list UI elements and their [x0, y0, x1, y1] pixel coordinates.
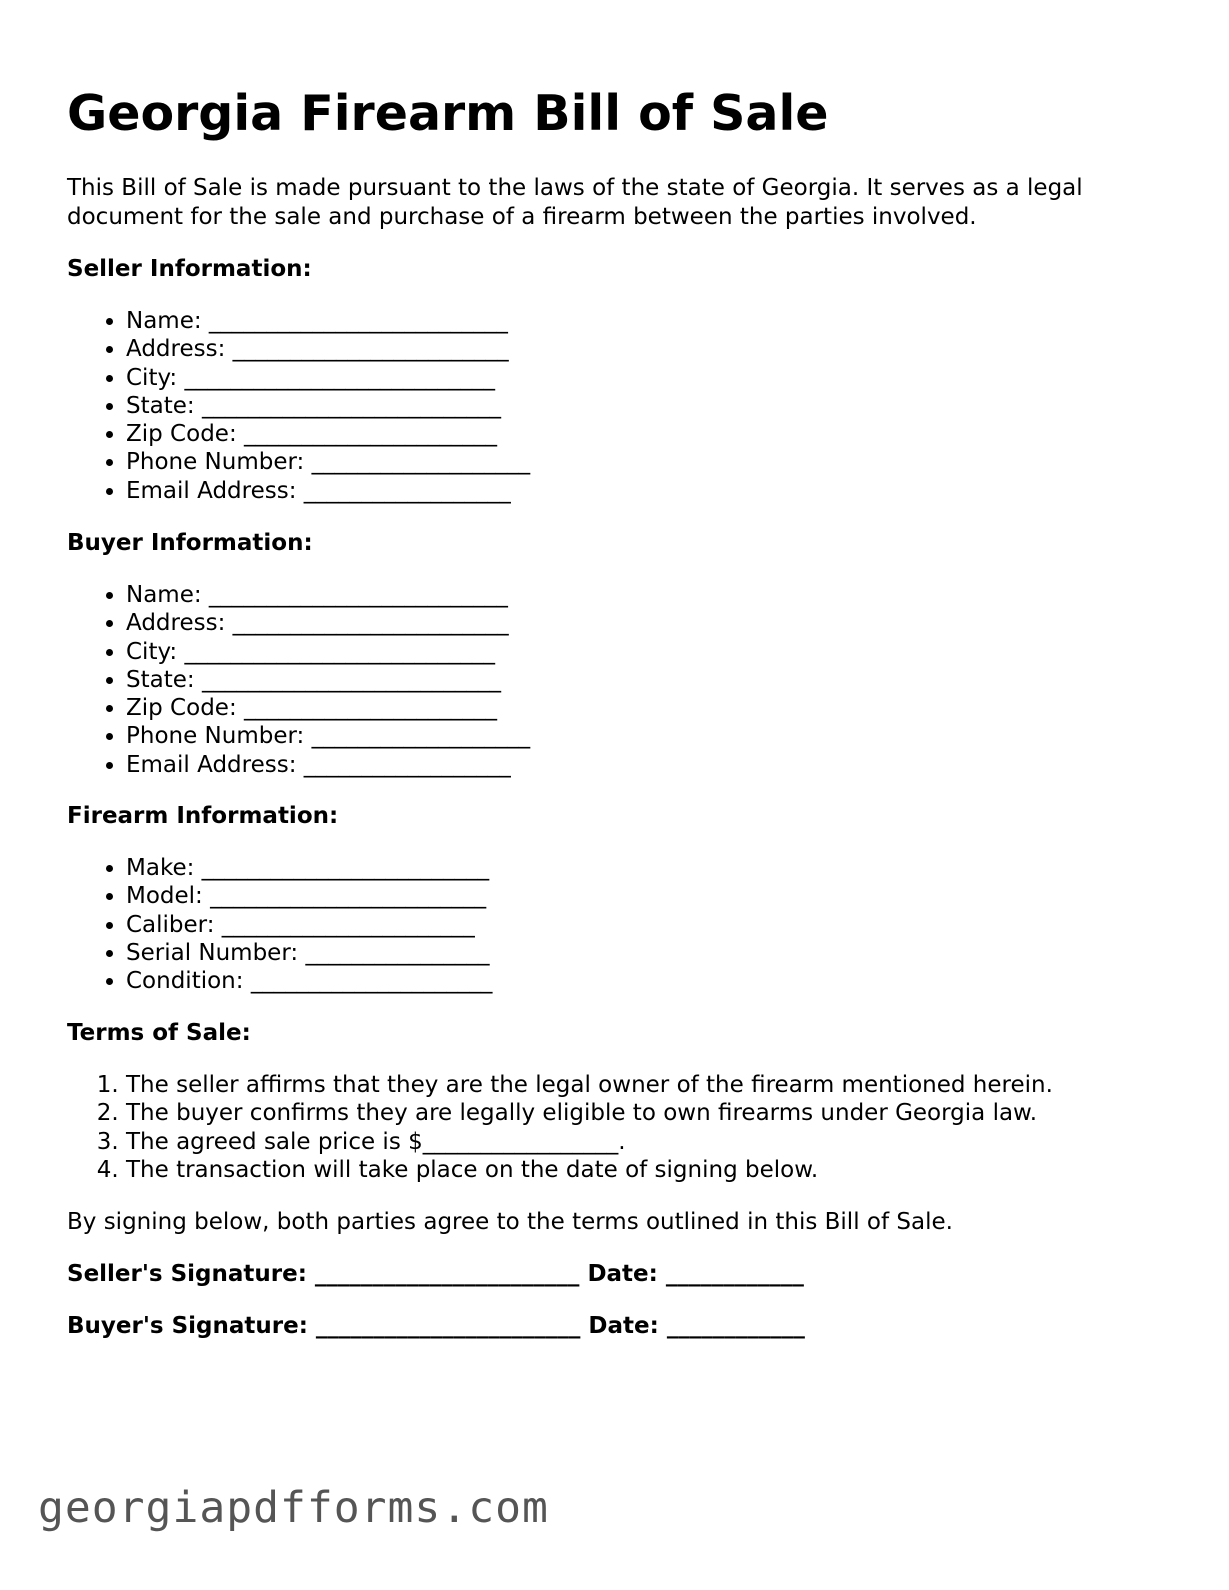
site-watermark: georgiapdfforms.com [38, 1483, 549, 1533]
buyer-address-field: • Address: ________________________ [126, 609, 530, 637]
buyer-info-list [67, 581, 530, 779]
seller-state-field: • State: __________________________ [126, 392, 530, 420]
seller-address-field: • Address: ________________________ [126, 335, 530, 363]
firearm-make-field: • Make: _________________________ [126, 854, 492, 882]
buyer-email-field: • Email Address: __________________ [126, 751, 530, 779]
buyer-info-heading: Buyer Information: [67, 530, 313, 556]
buyer-name-field: • Name: __________________________ [126, 581, 530, 609]
intro-paragraph: This Bill of Sale is made pursuant to the laws of the state of Georgia. It serves as a legal document for the sale and purchase of a firearm between the parties involved. [67, 175, 1083, 230]
term-item: 4. The transaction will take place on the date of signing below. [126, 1156, 1053, 1184]
seller-info-list [67, 307, 530, 505]
term-item: 1. The seller affirms that they are the legal owner of the firearm mentioned herein. [126, 1071, 1053, 1099]
seller-city-field: • City: ___________________________ [126, 364, 530, 392]
seller-email-field: • Email Address: __________________ [126, 477, 530, 505]
firearm-info-heading: Firearm Information: [67, 803, 339, 829]
buyer-phone-field: • Phone Number: ___________________ [126, 722, 530, 750]
terms-heading: Terms of Sale: [67, 1020, 251, 1046]
firearm-caliber-field: • Caliber: ______________________ [126, 911, 492, 939]
seller-signature-line: Seller's Signature: _______________________ Date: ____________ [67, 1261, 804, 1287]
seller-info-heading: Seller Information: [67, 256, 312, 282]
seller-zip-field: • Zip Code: ______________________ [126, 420, 530, 448]
seller-name-field: • Name: __________________________ [126, 307, 530, 335]
buyer-city-field: • City: ___________________________ [126, 638, 530, 666]
seller-phone-field: • Phone Number: ___________________ [126, 448, 530, 476]
firearm-model-field: • Model: ________________________ [126, 882, 492, 910]
terms-list [67, 1071, 1053, 1184]
buyer-signature-line: Buyer's Signature: _______________________ Date: ____________ [67, 1313, 805, 1339]
firearm-info-list [67, 854, 492, 995]
buyer-state-field: • State: __________________________ [126, 666, 530, 694]
agreement-paragraph: By signing below, both parties agree to the terms outlined in this Bill of Sale. [67, 1209, 953, 1235]
term-item: 2. The buyer confirms they are legally eligible to own firearms under Georgia law. [126, 1099, 1053, 1127]
document-title: Georgia Firearm Bill of Sale [67, 85, 829, 142]
term-item: 3. The agreed sale price is $_________________. [126, 1128, 1053, 1156]
buyer-zip-field: • Zip Code: ______________________ [126, 694, 530, 722]
firearm-serial-field: • Serial Number: ________________ [126, 939, 492, 967]
firearm-condition-field: • Condition: _____________________ [126, 967, 492, 995]
